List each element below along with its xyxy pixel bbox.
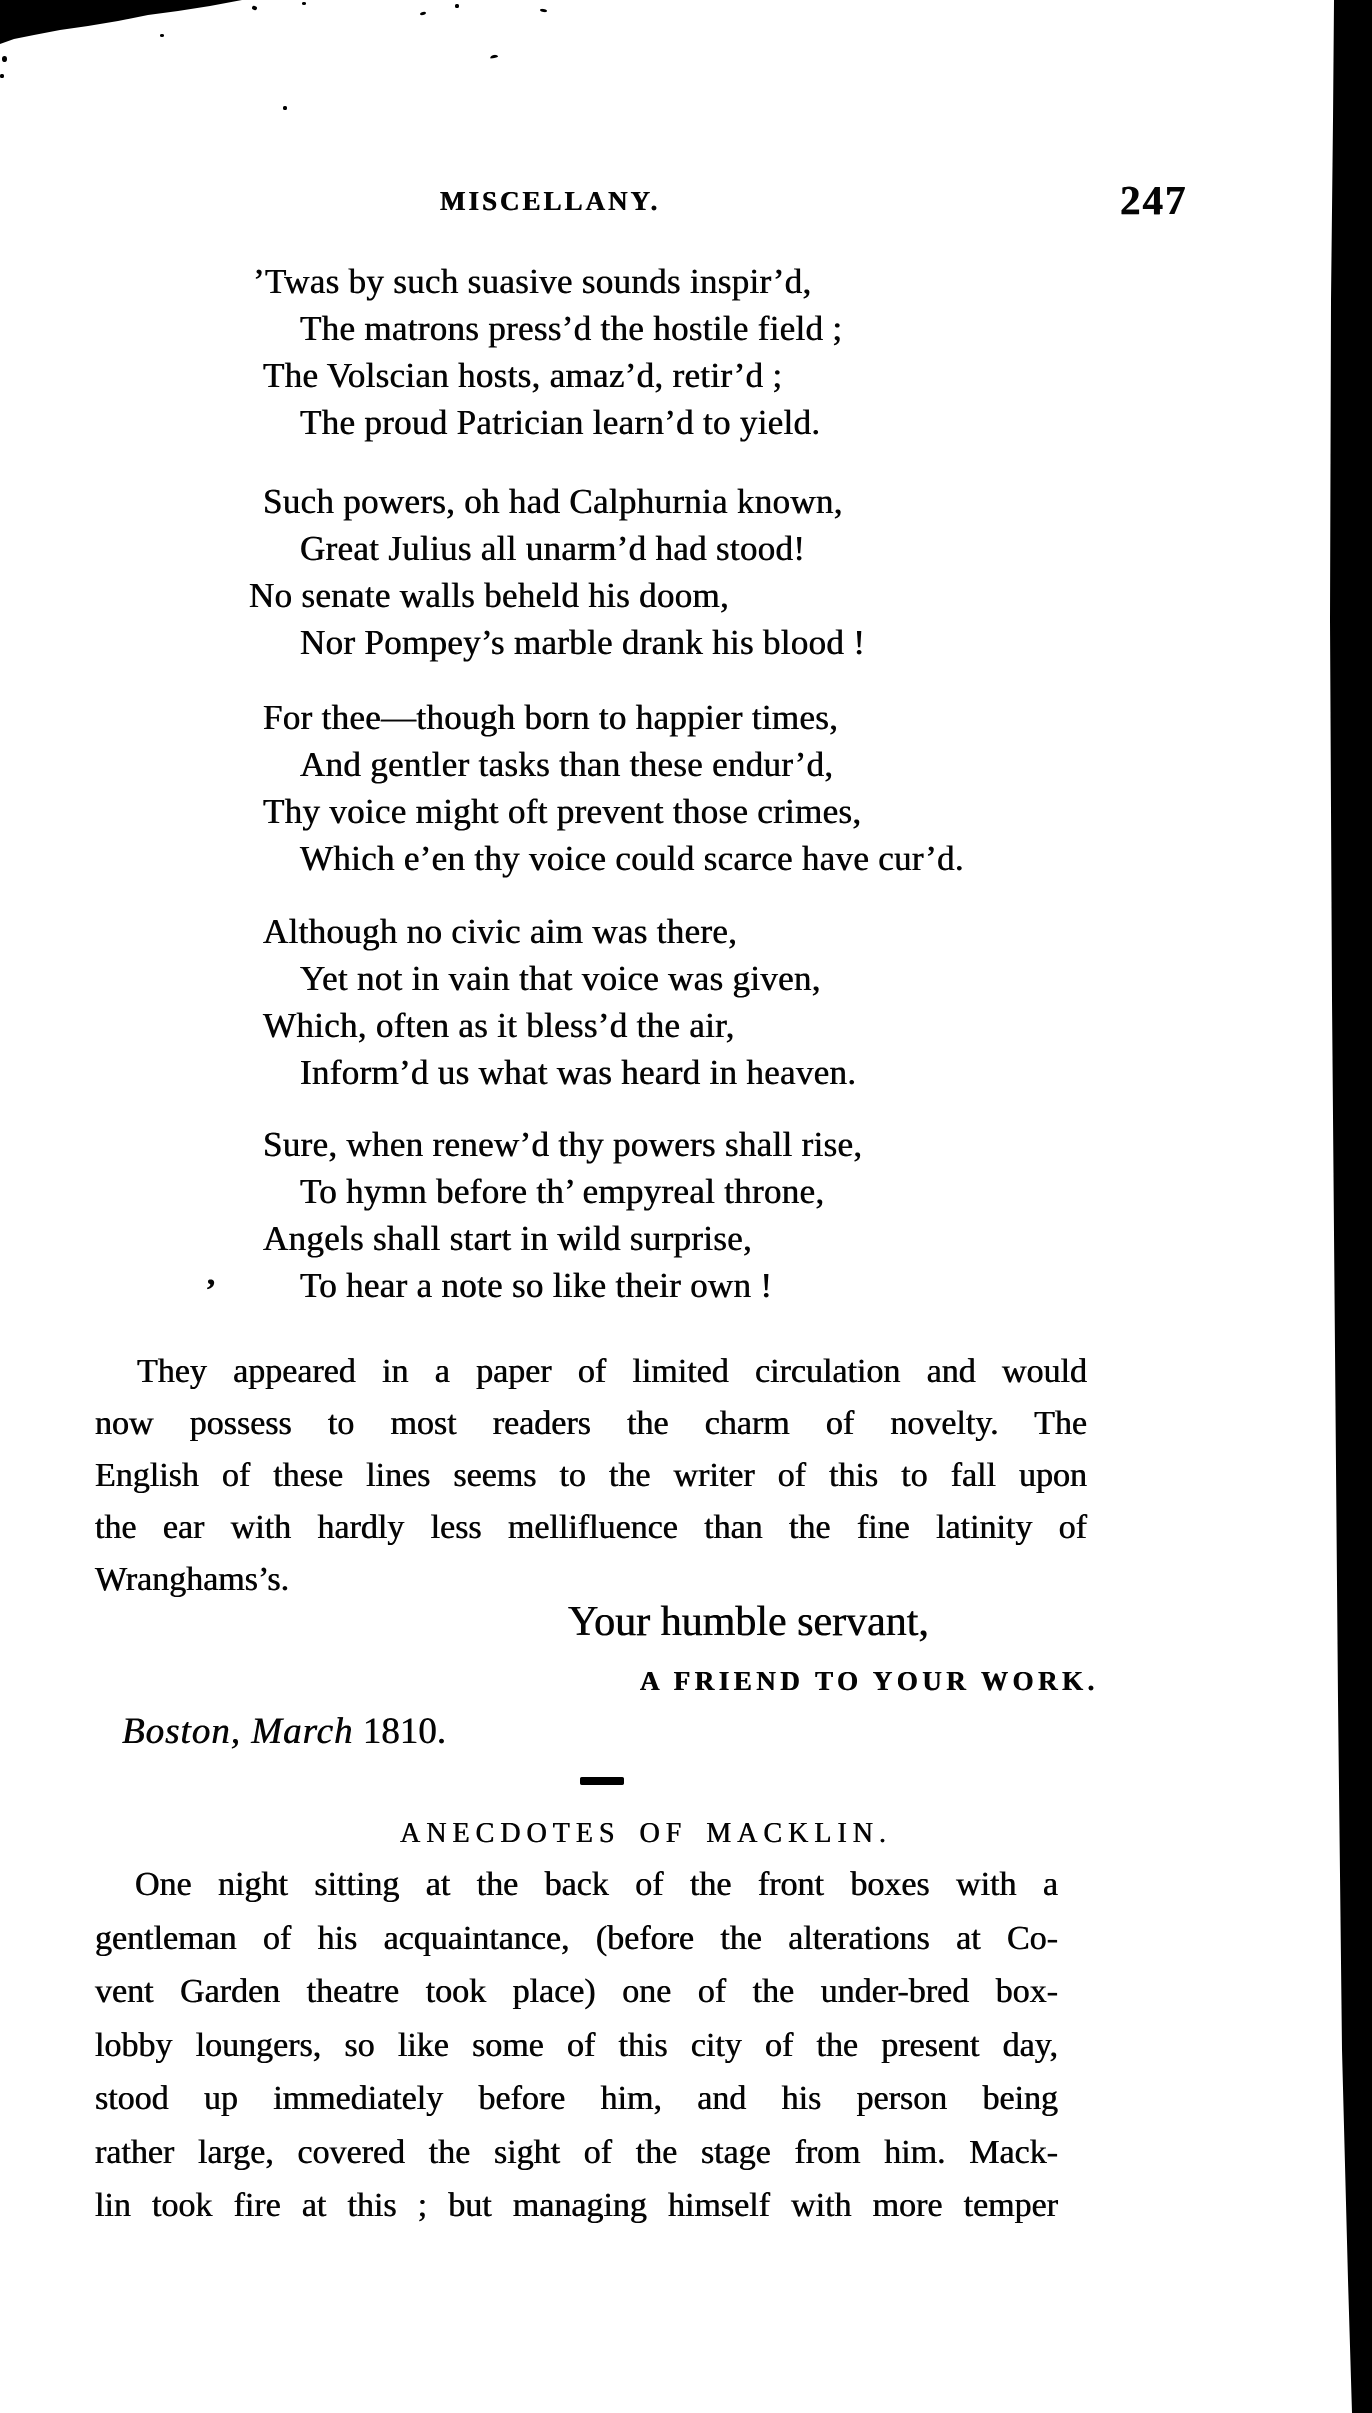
poem-line: The Volscian hosts, amaz’d, retir’d ; [263, 356, 783, 395]
poem-line: ’Twas by such suasive sounds inspir’d, [253, 262, 812, 301]
prose-line: now possess to most readers the charm of novelty. The [95, 1405, 1087, 1442]
poem-line: To hear a note so like their own ! [300, 1266, 773, 1305]
poem-line: The proud Patrician learn’d to yield. [300, 403, 821, 442]
running-title: MISCELLANY. [440, 186, 661, 216]
scan-speckle [2, 56, 7, 62]
scan-speckle [540, 8, 547, 12]
prose-line: stood up immediately before him, and his person being [95, 2080, 1058, 2117]
scan-speckle [251, 5, 257, 10]
poem-line: Great Julius all unarm’d had stood! [300, 529, 806, 568]
prose-line: One night sitting at the back of the front boxes with a [135, 1866, 1058, 1903]
anecdote-paragraph [95, 1858, 1058, 2233]
poem [207, 258, 1123, 1309]
poem-stanza [253, 258, 1123, 446]
poem-line: For thee—though born to happier times, [263, 698, 839, 737]
prose-line: vent Garden theatre took place) one of the under-bred box- [95, 1973, 1058, 2010]
dateline [122, 1710, 446, 1753]
poem-line: Although no civic aim was there, [263, 912, 738, 951]
poem-stanza [263, 908, 1123, 1096]
prose-line: gentleman of his acquaintance, (before the alterations at Co- [95, 1919, 1058, 1957]
scan-speckle [455, 4, 459, 8]
dateline-year: 1810. [362, 1711, 447, 1752]
scan-speckle [283, 106, 287, 110]
poem-stanza [263, 694, 1123, 882]
poem-line: The matrons press’d the hostile field ; [300, 309, 843, 348]
prose-line: lobby loungers, so like some of this city of the present day, [95, 2026, 1058, 2064]
poem-line: Sure, when renew’d thy powers shall rise, [263, 1125, 863, 1164]
prose-line: English of these lines seems to the writer of this to fall upon [95, 1457, 1087, 1494]
dateline-place: Boston, March [122, 1711, 354, 1752]
poem-stanza [207, 1121, 1123, 1309]
prose-line: lin took fire at this ; but managing himself with more temper [95, 2187, 1058, 2224]
poem-line: Angels shall start in wild surprise, [263, 1219, 753, 1258]
prose-line: They appeared in a paper of limited circulation and would [137, 1353, 1087, 1390]
scan-artifact-corner-blob [0, 0, 560, 48]
scan-speckle [490, 54, 498, 59]
poem-line: Which, often as it bless’d the air, [263, 1006, 735, 1045]
signature: A FRIEND TO YOUR WORK. [640, 1666, 1099, 1696]
prose-line: Wranghams’s. [95, 1561, 290, 1598]
margin-mark: , [207, 1255, 216, 1291]
poem-line: Which e’en thy voice could scarce have cur’d. [300, 839, 964, 878]
letter-paragraph [95, 1346, 1087, 1606]
scan-artifact-right-edge [1326, 0, 1372, 2413]
poem-line: No senate walls beheld his doom, [249, 576, 730, 615]
poem-line: Such powers, oh had Calphurnia known, [263, 482, 843, 521]
section-heading: ANECDOTES OF MACKLIN. [400, 1818, 892, 1849]
prose-line: rather large, covered the sight of the stage from him. Mack- [95, 2133, 1058, 2171]
valediction: Your humble servant, [568, 1599, 929, 1645]
section-divider [580, 1777, 624, 1785]
poem-line: Inform’d us what was heard in heaven. [300, 1053, 857, 1092]
page-number: 247 [1120, 177, 1188, 223]
scan-speckle [160, 34, 164, 37]
scan-speckle [420, 11, 427, 15]
scan-speckle [0, 74, 4, 78]
poem-stanza [249, 478, 1123, 666]
prose-line: the ear with hardly less mellifluence than the fine latinity of [95, 1509, 1087, 1546]
poem-line: Nor Pompey’s marble drank his blood ! [300, 623, 866, 662]
poem-line: Thy voice might oft prevent those crimes, [263, 792, 862, 831]
scan-speckle [302, 2, 306, 5]
poem-line: Yet not in vain that voice was given, [300, 959, 821, 998]
poem-line: And gentler tasks than these endur’d, [300, 745, 834, 784]
poem-line: To hymn before th’ empyreal throne, [300, 1172, 825, 1211]
